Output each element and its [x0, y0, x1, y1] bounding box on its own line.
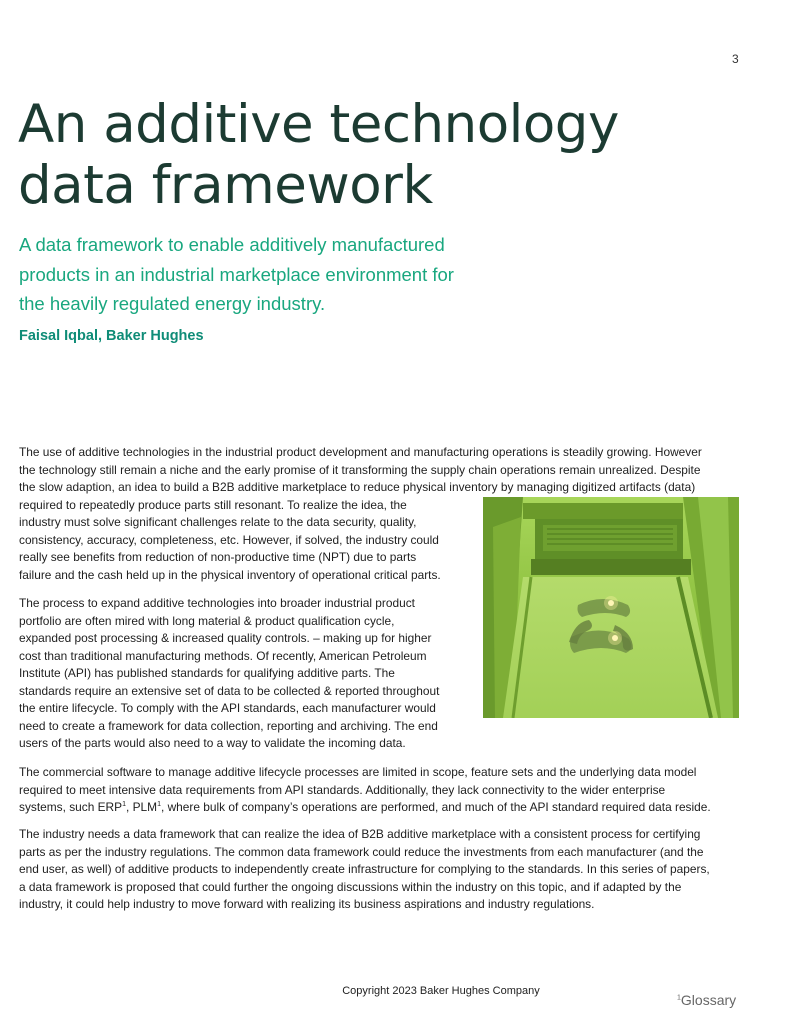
text-line: expanded post processing & increased quality controls. – making up for higher	[19, 631, 432, 645]
footnote-marker: 1	[157, 801, 161, 809]
text-line: need to create a framework for data collection, reporting and archiving. The end	[19, 718, 438, 733]
footnote-marker: 1	[122, 801, 126, 809]
page-number: 3	[732, 52, 739, 66]
text-line: The use of additive technologies in the industrial product development and manufacturing operations is steadily growing. However	[19, 445, 702, 459]
text-line: users of the parts would also need to a way to validate the incoming data.	[19, 736, 406, 750]
subtitle-line-1: A data framework to enable additively manufactured	[19, 234, 445, 255]
additive-printer-photo	[483, 497, 739, 718]
copyright-notice: Copyright 2023 Baker Hughes Company	[342, 985, 540, 997]
author-byline: Faisal Iqbal, Baker Hughes	[19, 328, 204, 344]
paragraph-3	[19, 764, 711, 817]
text-fragment: , where bulk of company’s operations are performed, and much of the API standard required data reside.	[160, 800, 711, 814]
paragraph-4	[19, 826, 710, 914]
text-line: the slow adaption, an idea to build a B2B additive marketplace to reduce physical inventory by managing digitized artifacts (data)	[19, 480, 696, 494]
text-line: The industry needs a data framework that can realize the idea of B2B additive marketplace with a consistent process for certifying	[19, 827, 701, 841]
text-fragment: systems, such ERP	[19, 800, 123, 814]
text-line: required to repeatedly produce parts still resonant. To realize the idea, the	[19, 497, 407, 512]
text-line: required to meet intensive data requirements from API standards. Additionally, they lack connectivity to the wider enterprise	[19, 782, 666, 797]
paragraph-2	[19, 595, 439, 753]
text-line: standards require an extensive set of data to be collected & reported throughout	[19, 683, 440, 698]
subtitle	[19, 230, 539, 319]
text-line: end user, as well) of additive products to independently create infrastructure for complying to the standards. In this series of papers,	[19, 862, 710, 876]
text-line: portfolio are often mired with long material & product qualification cycle,	[19, 613, 395, 628]
subtitle-line-2: products in an industrial marketplace environment for	[19, 263, 454, 285]
printer-build-chamber-image	[483, 497, 739, 718]
text-line: industry, it could help industry to move forward with realizing its business aspirations and industry regulations.	[19, 897, 595, 911]
footnote-marker: 1	[677, 994, 681, 1002]
text-line: The process to expand additive technologies into broader industrial product	[19, 596, 415, 610]
text-line: really see benefits from reduction of non-productive time (NPT) due to parts	[19, 550, 417, 564]
text-line: cost than traditional manufacturing methods. Of recently, American Petroleum	[19, 648, 427, 663]
text-line: a data framework is proposed that could further the ongoing discussions within the industry on this topic, and if adapted by the	[19, 879, 682, 894]
title-line-1: An additive technology	[18, 94, 619, 155]
text-line	[19, 799, 711, 817]
text-fragment: , PLM	[126, 800, 158, 814]
text-line: failure and the cash held up in the physical inventory of operational critical parts.	[19, 567, 441, 582]
subtitle-line-3: the heavily regulated energy industry.	[19, 293, 326, 314]
text-line: parts as per the industry regulations. The common data framework could reduce the investments from each manufacturer (and the	[19, 844, 704, 859]
text-line: Institute (API) has published standards for qualifying additive parts. The	[19, 666, 395, 680]
text-line: consistency, accuracy, completeness, etc. However, if solved, the industry could	[19, 532, 439, 547]
title-line-2: data framework	[18, 155, 433, 216]
glossary-label: Glossary	[680, 992, 737, 1008]
glossary-footnote	[677, 992, 736, 1008]
text-line: the entire lifecycle. To comply with the API standards, each manufacturer would	[19, 701, 436, 715]
text-line: The commercial software to manage additive lifecycle processes are limited in scope, feature sets and the underlying data model	[19, 765, 697, 779]
text-line: the technology still remain a niche and the early promise of it transforming the supply chain operations remain unrealized. Despite	[19, 462, 701, 477]
text-line: industry must solve significant challenges relate to the data security, quality,	[19, 515, 417, 529]
page-title	[18, 94, 758, 216]
